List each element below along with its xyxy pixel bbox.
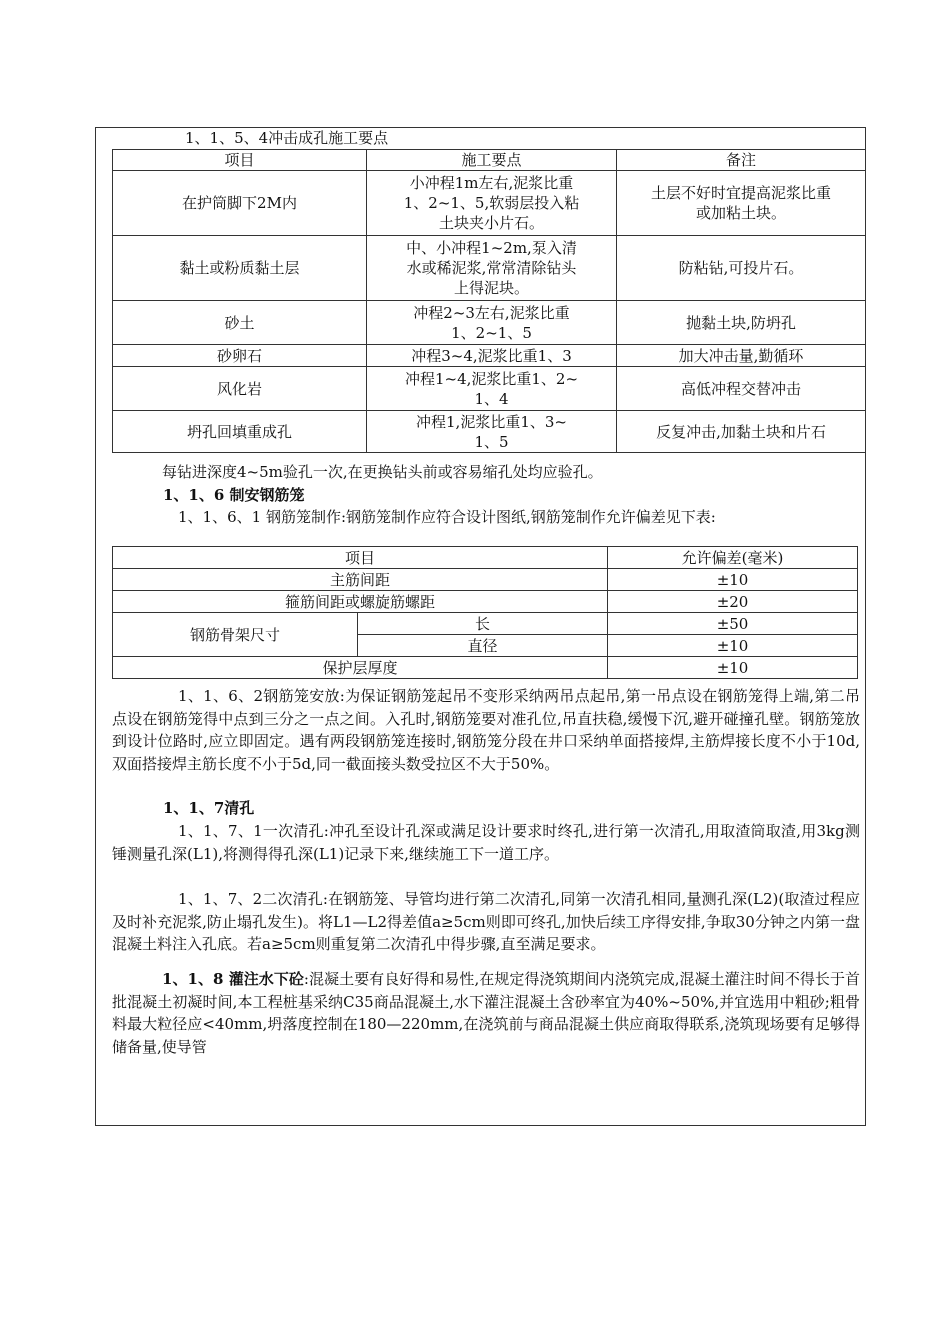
impact-drilling-table bbox=[112, 149, 866, 453]
row-remark: 防粘钻,可投片石。 bbox=[617, 236, 866, 301]
para-1161: 1、1、6、1 钢筋笼制作:钢筋笼制作应符合设计图纸,钢筋笼制作允许偏差见下表: bbox=[178, 508, 716, 526]
row-sublabel: 直径 bbox=[358, 635, 608, 657]
row-points: 小冲程1m左右,泥浆比重 1、2~1、5,软弱层投入粘 土块夹小片石。 bbox=[367, 171, 617, 236]
row-item: 砂土 bbox=[113, 301, 367, 345]
table-row bbox=[113, 569, 858, 591]
para-1162: 1、1、6、2钢筋笼安放:为保证钢筋笼起吊不变形采纳两吊点起吊,第一吊点设在钢筋笼得上端,第二吊点设在钢筋笼得中点到三分之一点之间。入孔时,钢筋笼要对准孔位,吊直扶稳,缓慢下沉,避开碰撞孔壁。钢筋笼放到设计位路时,应立即固定。遇有两段钢筋笼连接时,钢筋笼分段在井口采纳单面搭接焊,主筋焊接长度不小于10d,双面搭接焊主筋长度不小于5d,同一截面接头数受拉区不大于50%。 bbox=[112, 687, 860, 773]
table-row bbox=[113, 301, 866, 345]
row-remark: 反复冲击,加黏土块和片石 bbox=[617, 411, 866, 453]
para-1171: 1、1、7、1一次清孔:冲孔至设计孔深或满足设计要求时终孔,进行第一次清孔,用取渣筒取渣,用3kg测锤测量孔深(L1),将测得得孔深(L1)记录下来,继续施工下一道工序。 bbox=[112, 822, 860, 863]
row-remark: 加大冲击量,勤循环 bbox=[617, 345, 866, 367]
table-row bbox=[113, 613, 858, 635]
section-heading-117: 1、1、7清孔 bbox=[163, 799, 255, 817]
table-row bbox=[113, 236, 866, 301]
section-heading-1154: 1、1、5、4冲击成孔施工要点 bbox=[185, 129, 389, 147]
para-1172: 1、1、7、2二次清孔:在钢筋笼、导管均进行第二次清孔,同第一次清孔相同,量测孔深(L2)(取渣过程应及时补充泥浆,防止塌孔发生)。将L1—L2得差值a≥5cm则即可终孔,加快后续工序得安排,争取30分钟之内第一盘混凝土料注入孔底。若a≥5cm则重复第二次清孔中得步骤,直至满足要求。 bbox=[112, 890, 860, 953]
header-tolerance: 允许偏差(毫米) bbox=[608, 547, 858, 569]
row-item: 坍孔回填重成孔 bbox=[113, 411, 367, 453]
table-row bbox=[113, 657, 858, 679]
row-label: 钢筋骨架尺寸 bbox=[113, 613, 358, 657]
row-value: ±20 bbox=[608, 591, 858, 613]
row-points: 冲程1~4,泥浆比重1、2~ 1、4 bbox=[367, 367, 617, 411]
section-heading-118: 1、1、8 灌注水下砼 bbox=[162, 970, 304, 988]
table-row bbox=[113, 591, 858, 613]
row-value: ±10 bbox=[608, 657, 858, 679]
header-points: 施工要点 bbox=[367, 150, 617, 171]
row-remark: 土层不好时宜提高泥浆比重 或加粘土块。 bbox=[617, 171, 866, 236]
row-value: ±50 bbox=[608, 613, 858, 635]
para-118 bbox=[112, 968, 860, 1058]
row-item: 风化岩 bbox=[113, 367, 367, 411]
header-item: 项目 bbox=[113, 547, 608, 569]
header-remark: 备注 bbox=[617, 150, 866, 171]
row-remark: 高低冲程交替冲击 bbox=[617, 367, 866, 411]
row-label: 保护层厚度 bbox=[113, 657, 608, 679]
row-sublabel: 长 bbox=[358, 613, 608, 635]
row-points: 冲程3~4,泥浆比重1、3 bbox=[367, 345, 617, 367]
row-value: ±10 bbox=[608, 635, 858, 657]
table-row bbox=[113, 411, 866, 453]
row-value: ±10 bbox=[608, 569, 858, 591]
row-points: 中、小冲程1~2m,泵入清 水或稀泥浆,常常清除钻头 上得泥块。 bbox=[367, 236, 617, 301]
header-item: 项目 bbox=[113, 150, 367, 171]
table-row bbox=[113, 367, 866, 411]
row-label: 箍筋间距或螺旋筋螺距 bbox=[113, 591, 608, 613]
row-remark: 抛黏土块,防坍孔 bbox=[617, 301, 866, 345]
row-label: 主筋间距 bbox=[113, 569, 608, 591]
section-heading-116: 1、1、6 制安钢筋笼 bbox=[163, 486, 305, 504]
row-item: 黏土或粉质黏土层 bbox=[113, 236, 367, 301]
row-item: 在护筒脚下2M内 bbox=[113, 171, 367, 236]
table-row bbox=[113, 171, 866, 236]
table-row bbox=[113, 345, 866, 367]
row-points: 冲程1,泥浆比重1、3~ 1、5 bbox=[367, 411, 617, 453]
row-points: 冲程2~3左右,泥浆比重 1、2~1、5 bbox=[367, 301, 617, 345]
tolerance-table bbox=[112, 546, 858, 679]
para-118-text: :混凝土要有良好得和易性,在规定得浇筑期间内浇筑完成,混凝土灌注时间不得长于首批混凝土初凝时间,本工程桩基采纳C35商品混凝土,水下灌注混凝土含砂率宜为40%~50%,并宜选用中粗砂;粗骨料最大粒径应<40mm,坍落度控制在180—220mm,在浇筑前与商品混凝土供应商取得联系,浇筑现场要有足够得储备量,使导管 bbox=[112, 970, 860, 1056]
para-check: 每钻进深度4~5m验孔一次,在更换钻头前或容易缩孔处均应验孔。 bbox=[162, 463, 603, 481]
row-item: 砂卵石 bbox=[113, 345, 367, 367]
